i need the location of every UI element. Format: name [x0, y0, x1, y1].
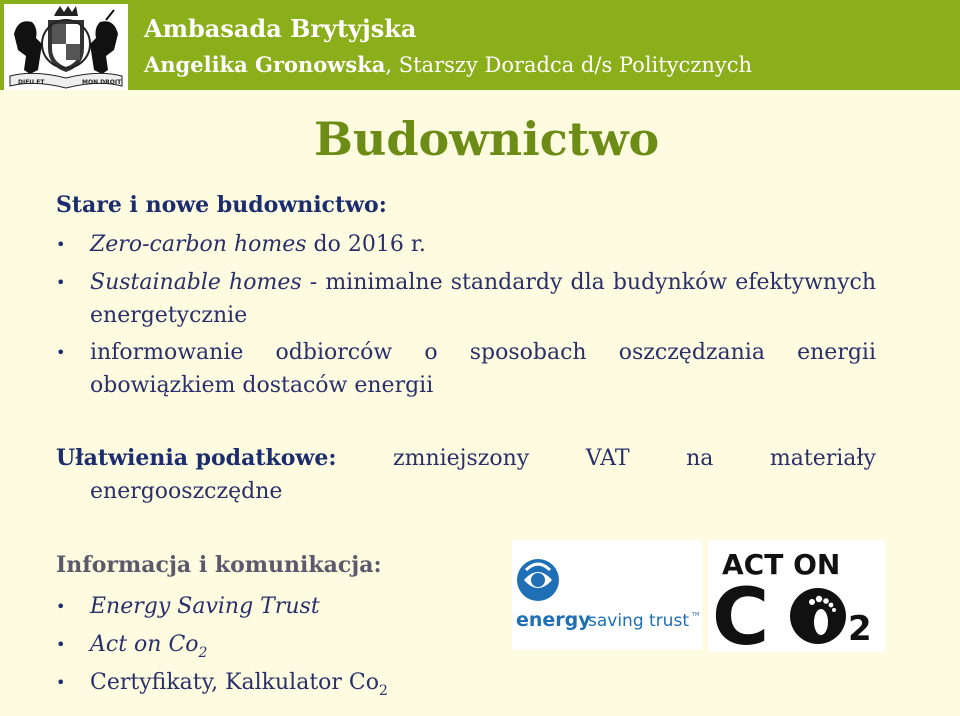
crest-motto-right: MON DROIT — [82, 79, 122, 86]
est-logo-rest: saving trust — [588, 611, 689, 631]
embassy-name: Ambasada Brytyjska — [144, 14, 417, 43]
advisor-line — [144, 52, 752, 77]
bullet-icon: • — [56, 673, 66, 692]
act-on-co2-logo — [708, 540, 886, 652]
list-item-sustainable-homes: • Sustainable homes - minimalne standardy dla budynków efektywnych energetycznie — [56, 266, 876, 332]
advisor-role: , Starszy Doradca d/s Politycznych — [385, 53, 753, 77]
slide-title: Budownictwo — [314, 112, 660, 166]
header-bar — [0, 0, 960, 90]
list-item-energy-saving-trust: • Energy Saving Trust — [56, 590, 496, 623]
bullet-icon: • — [56, 273, 66, 292]
bullet-icon: • — [56, 597, 66, 616]
tax-relief-label: Ułatwienia podatkowe: — [56, 445, 337, 471]
est-logo-tm: TM — [692, 612, 700, 618]
list-item-informing: • informowanie odbiorców o sposobach oszczędzania energii obowiązkiem dostaców energii — [56, 336, 876, 402]
royal-coat-of-arms-icon — [4, 4, 128, 90]
advisor-name: Angelika Gronowska — [144, 52, 386, 77]
tax-relief-paragraph: Ułatwienia podatkowe: zmniejszony VAT na materiały energooszczędne — [56, 442, 876, 508]
act-logo-sub: 2 — [848, 609, 872, 649]
energy-saving-trust-icon — [512, 540, 702, 650]
est-logo-energy: energy — [516, 609, 591, 631]
act-on-co2-icon — [708, 540, 886, 652]
act-logo-c: C — [712, 573, 770, 652]
energy-saving-trust-logo — [512, 540, 702, 650]
section-heading-building: Stare i nowe budownictwo: — [56, 192, 387, 218]
bullet-icon: • — [56, 635, 66, 654]
list-item-certificates: • Certyfikaty, Kalkulator $Co_2$ — [56, 666, 496, 708]
bullet-icon: • — [56, 343, 66, 362]
crest-logo — [4, 4, 128, 90]
crest-motto-left: DIEU ET — [18, 79, 45, 86]
act-logo-line1: ACT ON — [722, 548, 841, 581]
section-heading-information: Informacja i komunikacja: — [56, 552, 382, 578]
list-item-zero-carbon: • Zero-carbon homes do 2016 r. — [56, 228, 876, 261]
list-item-act-on-co2: • Act on $Co_2$ — [56, 628, 496, 670]
bullet-icon: • — [56, 235, 66, 254]
